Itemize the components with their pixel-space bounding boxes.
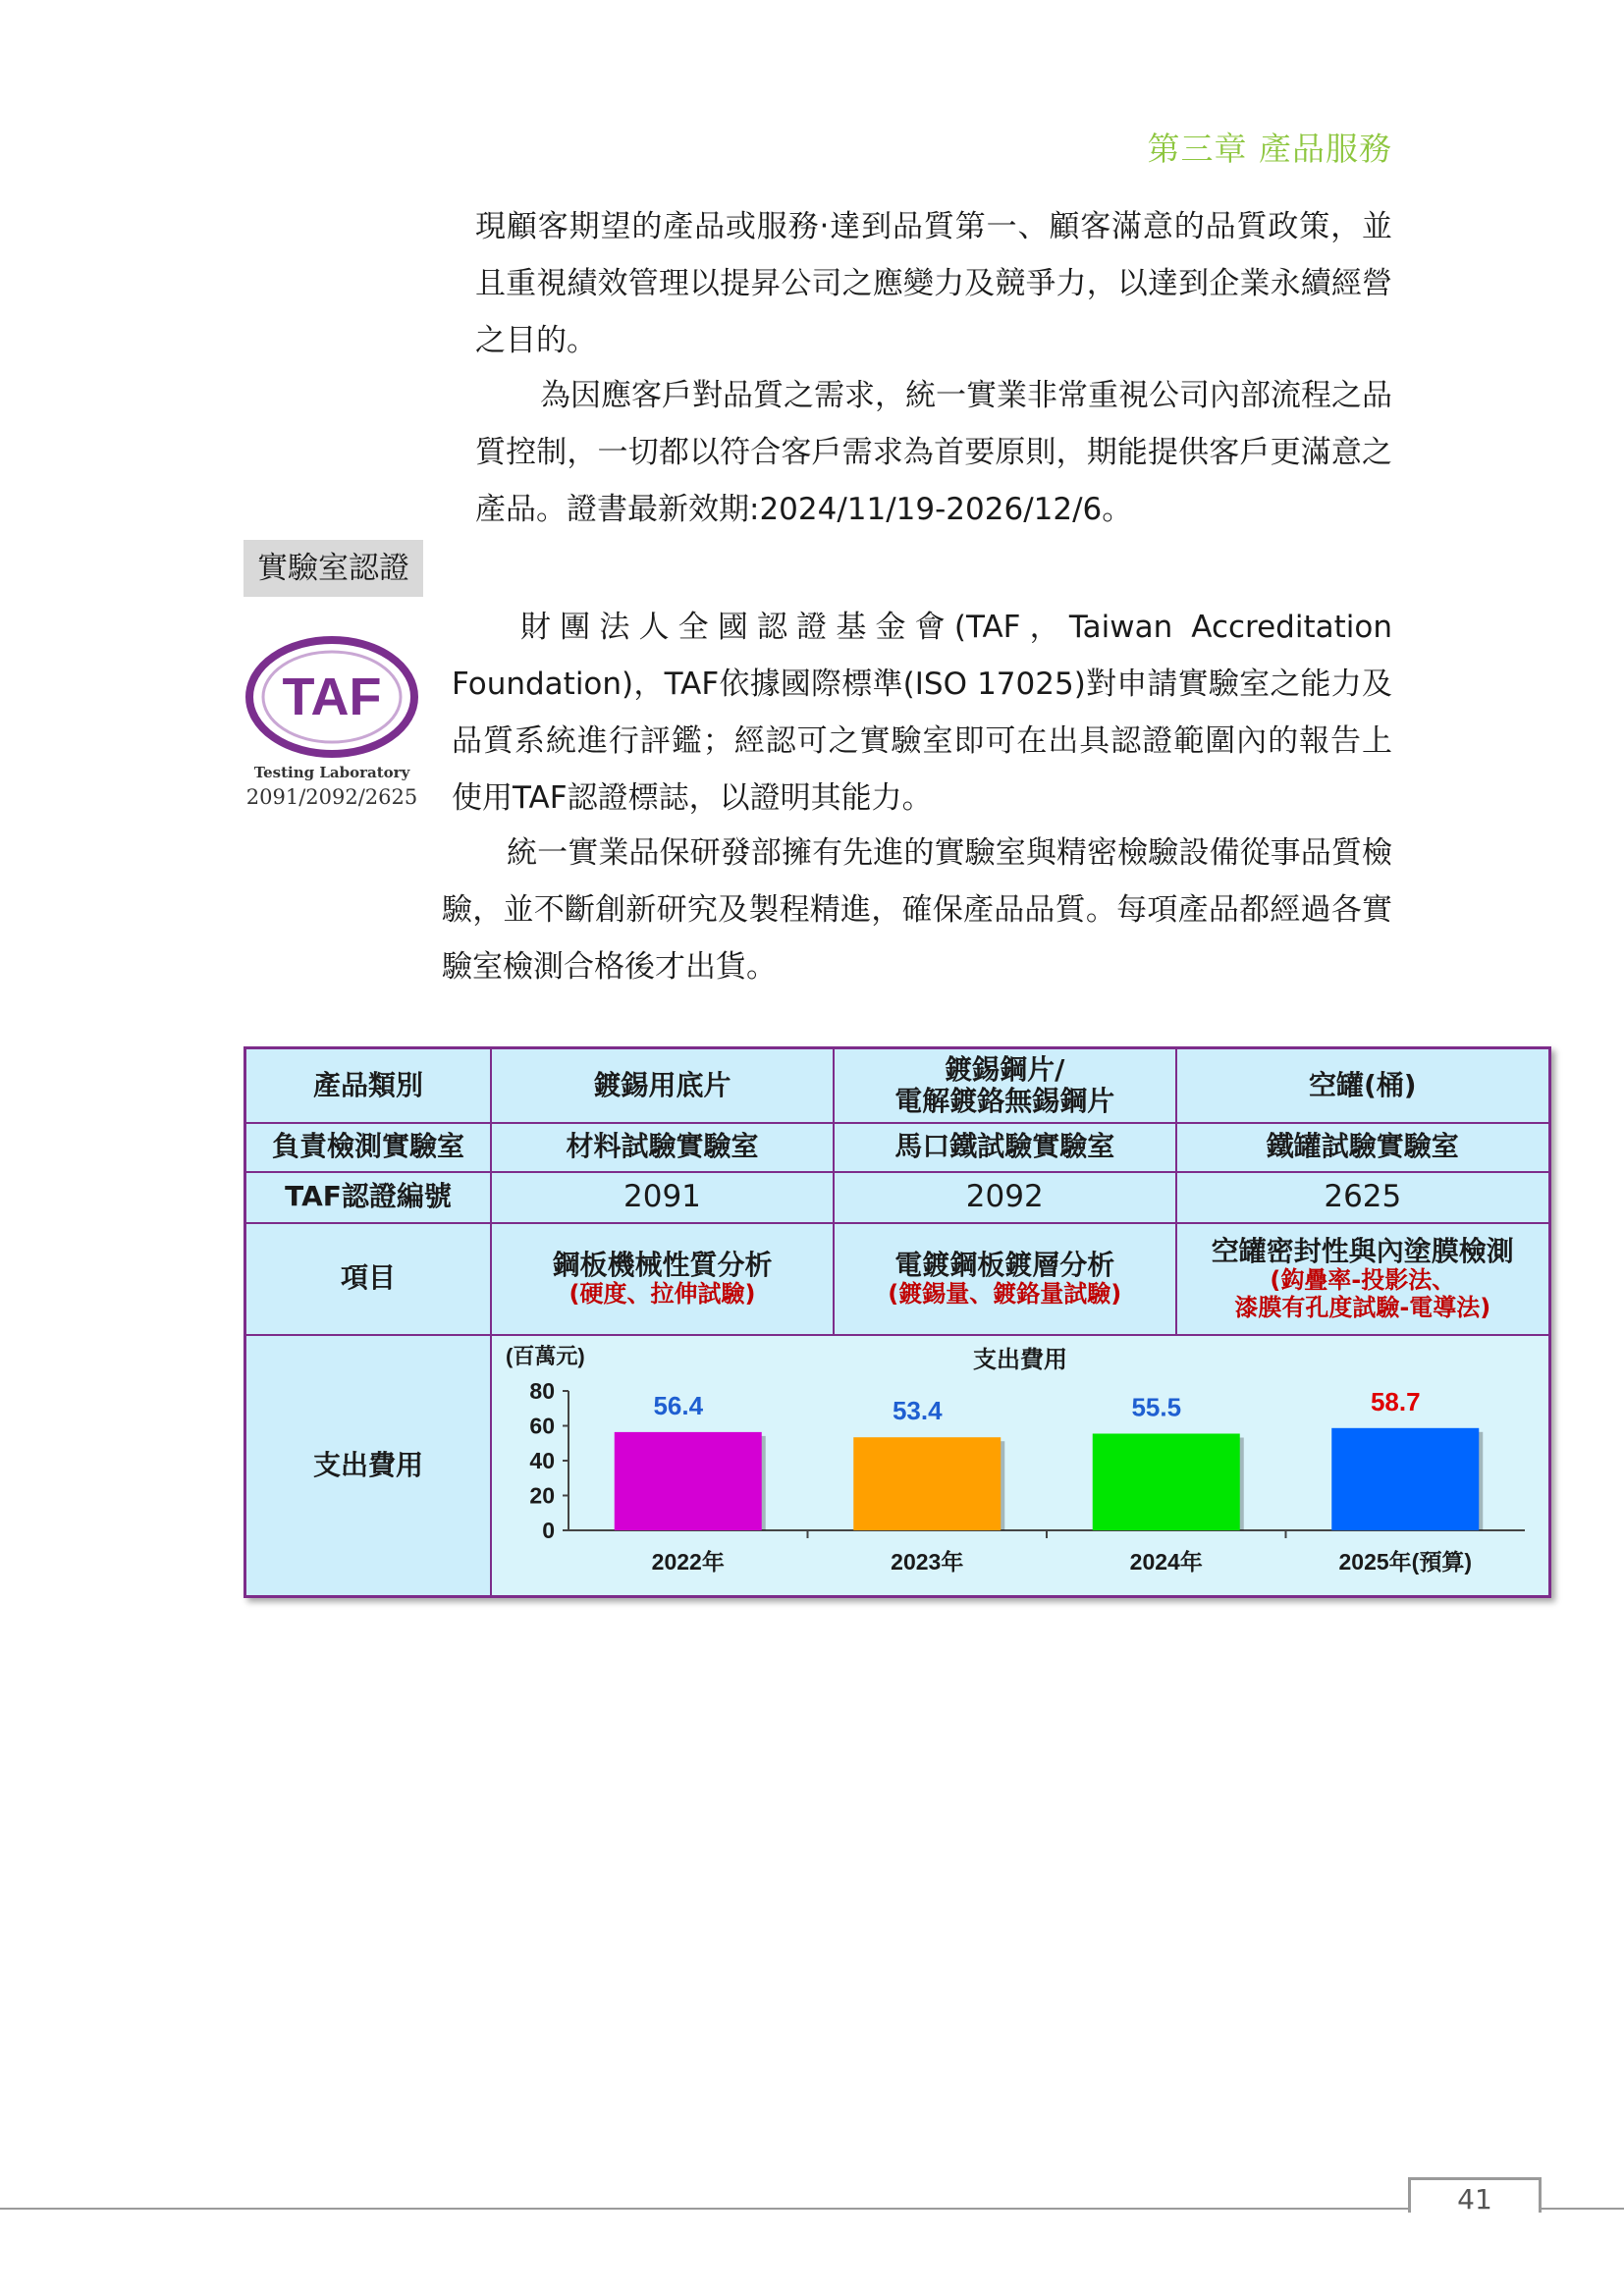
chart-y-tick-label: 0	[542, 1517, 556, 1543]
taf-logo-mark: TAF	[282, 667, 382, 726]
paragraph-taf: 財團法人全國認證基金會(TAF，Taiwan Accreditation Foundation)，TAF依據國際標準(ISO 17025)對申請實驗室之能力及品質系統進行評鑑；經認可之實驗室即可在出具認證範圍內的報告上使用TAF認證標誌，以證明其能力。	[452, 610, 1392, 816]
table-cell: 馬口鐵試驗實驗室	[834, 1123, 1176, 1172]
section-label-lab-accreditation: 實驗室認證	[244, 540, 423, 597]
table-cell-detail: (鈎疊率-投影法、	[1270, 1266, 1456, 1294]
page-number: 41	[1408, 2177, 1542, 2213]
table-cell-detail: 漆膜有孔度試驗-電導法)	[1234, 1293, 1491, 1321]
table-cell	[1176, 1223, 1550, 1335]
row-header-taf-number: TAF認證編號	[245, 1172, 492, 1223]
row-header-lab: 負責檢測實驗室	[245, 1123, 492, 1172]
cost-chart-cell	[491, 1335, 1549, 1597]
chart-y-tick-label: 80	[529, 1377, 556, 1404]
footer-line	[0, 2208, 1624, 2210]
table-cell: 鐵罐試驗實驗室	[1176, 1123, 1550, 1172]
chart-y-tick-label: 20	[529, 1482, 556, 1508]
paragraph-quality-control: 為因應客戶對品質之需求，統一實業非常重視公司內部流程之品質控制，一切都以符合客戶需求為首要原則，期能提供客戶更滿意之產品。證書最新效期:2024/11/19-2026/12/6。	[475, 378, 1392, 527]
table-row	[245, 1223, 1550, 1335]
chart-data-label: 55.5	[1131, 1391, 1182, 1421]
table-cell-line: 電鍍鋼板鍍層分析	[894, 1248, 1115, 1281]
table-cell	[834, 1048, 1176, 1123]
table-row	[245, 1172, 1550, 1223]
chart-y-unit: (百萬元)	[506, 1343, 585, 1368]
chart-data-label: 53.4	[893, 1395, 943, 1425]
table-cell-line: 鋼板機械性質分析	[552, 1248, 773, 1281]
table-row	[245, 1335, 1550, 1597]
chart-x-tick-label: 2025年(預算)	[1338, 1548, 1473, 1575]
table-cell-line: 空罐密封性與內塗膜檢測	[1211, 1234, 1514, 1267]
table-cell-line: 鍍錫鋼片/	[945, 1052, 1065, 1086]
chart-y-tick-label: 40	[529, 1447, 556, 1473]
table-cell: 鍍錫用底片	[491, 1048, 834, 1123]
paragraph-quality-policy: 現顧客期望的產品或服務‧達到品質第一、顧客滿意的品質政策，並且重視績效管理以提昇公司之應變力及競爭力，以達到企業永續經營之目的。	[475, 209, 1392, 358]
chart-y-tick-label: 60	[529, 1413, 556, 1438]
chart-data-label: 58.7	[1371, 1386, 1421, 1416]
chart-data-label: 56.4	[653, 1390, 704, 1420]
chart-bar	[853, 1437, 1001, 1530]
table-cell-detail: (硬度、拉伸試驗)	[568, 1279, 756, 1308]
table-cell	[491, 1223, 834, 1335]
table-cell: 2091	[491, 1172, 834, 1223]
taf-logo-caption: Testing Laboratory	[253, 764, 410, 781]
chart-x-tick-label: 2024年	[1129, 1548, 1203, 1575]
table-cell: 空罐(桶)	[1176, 1048, 1550, 1123]
taf-logo-numbers: 2091/2092/2625	[245, 785, 418, 809]
chart-x-tick-label: 2022年	[651, 1548, 725, 1575]
lab-accreditation-table	[244, 1046, 1551, 1598]
table-row	[245, 1048, 1550, 1123]
paragraph-lab-equipment: 統一實業品保研發部擁有先進的實驗室與精密檢驗設備從事品質檢驗，並不斷創新研究及製程精進，確保產品品質。每項產品都經過各實驗室檢測合格後才出貨。	[442, 835, 1392, 985]
row-header-item: 項目	[245, 1223, 492, 1335]
chart-bar	[1093, 1433, 1240, 1530]
chapter-header: 第三章 產品服務	[1147, 130, 1392, 168]
chart-bar	[615, 1431, 762, 1529]
table-cell: 材料試驗實驗室	[491, 1123, 834, 1172]
chart-x-tick-label: 2023年	[891, 1548, 964, 1575]
row-header-category: 產品類別	[245, 1048, 492, 1123]
table-cell: 2625	[1176, 1172, 1550, 1223]
chart-bar	[1331, 1427, 1479, 1529]
table-cell-detail: (鍍錫量、鍍鉻量試驗)	[888, 1279, 1122, 1308]
table-cell-line: 電解鍍鉻無錫鋼片	[894, 1084, 1115, 1117]
table-cell: 2092	[834, 1172, 1176, 1223]
row-header-cost: 支出費用	[245, 1335, 492, 1597]
cost-chart	[492, 1336, 1548, 1591]
table-cell	[834, 1223, 1176, 1335]
chart-title: 支出費用	[973, 1346, 1068, 1373]
table-row	[245, 1123, 1550, 1172]
